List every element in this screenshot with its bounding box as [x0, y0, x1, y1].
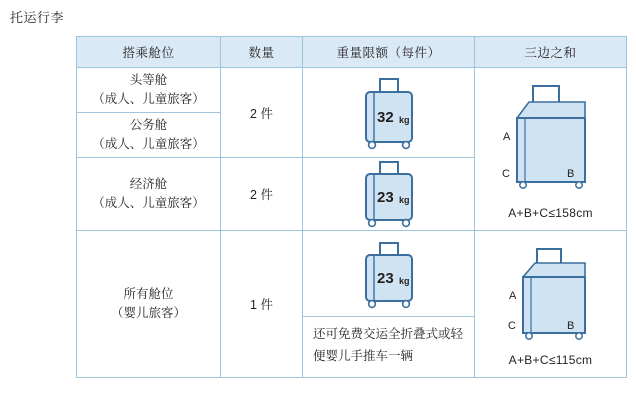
weight-cell-infant — [303, 231, 475, 378]
svg-text:B: B — [566, 168, 575, 180]
svg-text:32: 32 — [376, 108, 394, 126]
column-header-weight: 重量限额（每件） — [303, 37, 475, 68]
cabin-cell-first-class — [77, 68, 221, 113]
suitcase-dimensions-158-icon — [481, 78, 621, 206]
sum-cell-115 — [475, 231, 627, 378]
svg-text:C: C — [507, 320, 516, 332]
svg-text:A: A — [508, 290, 517, 302]
quantity-cell-economy: 2 件 — [221, 158, 303, 231]
quantity-cell-premium: 2 件 — [221, 68, 303, 158]
suitcase-dimensions-115-icon — [481, 241, 621, 353]
svg-text:C: C — [501, 168, 510, 180]
cabin-label-line2: （成人、儿童旅客） — [92, 92, 205, 106]
weight-cell-23kg-economy — [303, 158, 475, 231]
svg-text:23: 23 — [376, 189, 394, 206]
infant-stroller-note: 还可免费交运全折叠式或轻便婴儿手推车一辆 — [313, 327, 464, 363]
svg-text:kg: kg — [398, 114, 410, 125]
svg-text:A: A — [502, 131, 511, 143]
suitcase-32kg-icon — [303, 74, 474, 152]
sum-label-158: A+B+C≤158cm — [508, 206, 593, 220]
column-header-quantity: 数量 — [221, 37, 303, 68]
column-header-cabin: 搭乘舱位 — [77, 37, 221, 68]
page-title: 托运行李 — [10, 10, 65, 25]
table-body — [77, 68, 627, 378]
cabin-cell-all-cabins-infant — [77, 231, 221, 378]
weight-cell-32kg — [303, 68, 475, 158]
cabin-label-line2: （成人、儿童旅客） — [92, 196, 205, 210]
suitcase-23kg-icon — [303, 158, 474, 230]
cabin-label-line2: （婴儿旅客） — [110, 306, 186, 320]
svg-text:B: B — [566, 320, 575, 332]
cabin-label-line1: 头等舱 — [129, 73, 168, 87]
cabin-cell-business-class — [77, 113, 221, 158]
table-header — [77, 37, 627, 68]
cabin-label-line1: 经济舱 — [129, 177, 168, 191]
svg-text:kg: kg — [398, 195, 410, 205]
cabin-label-line1: 公务舱 — [129, 118, 168, 132]
svg-text:kg: kg — [398, 276, 410, 286]
cabin-label-line1: 所有舱位 — [123, 287, 174, 301]
baggage-allowance-table — [76, 36, 627, 378]
cabin-label-line2: （成人、儿童旅客） — [92, 137, 205, 151]
table-row — [77, 231, 627, 378]
cabin-cell-economy-class — [77, 158, 221, 231]
quantity-cell-infant: 1 件 — [221, 231, 303, 378]
svg-text:23: 23 — [376, 270, 394, 287]
column-header-sum: 三边之和 — [475, 37, 627, 68]
suitcase-23kg-infant-icon — [303, 231, 474, 316]
table-header-row — [77, 37, 627, 68]
sum-label-115: A+B+C≤115cm — [508, 353, 593, 367]
sum-cell-158 — [475, 68, 627, 231]
table-row — [77, 68, 627, 113]
